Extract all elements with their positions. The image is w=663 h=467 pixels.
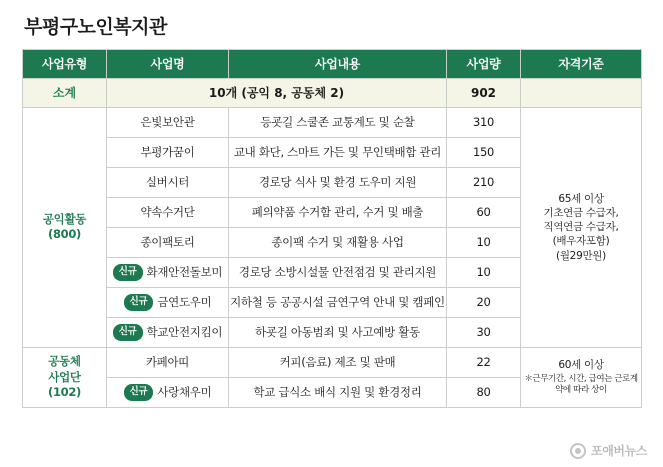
table-row [23, 347, 642, 377]
program-name: 화재안전돌보미 [146, 265, 223, 280]
qualification-line-2: 기초연금 수급자, [543, 207, 619, 220]
program-content: 커피(음료) 제조 및 판매 [229, 347, 447, 377]
column-header-name: 사업명 [107, 49, 229, 78]
program-name: 실버시터 [107, 167, 229, 197]
column-header-qualification: 자격기준 [521, 49, 642, 78]
watermark-text: 포애버뉴스 [591, 444, 647, 458]
program-name-cell [107, 377, 229, 407]
program-name-cell [107, 287, 229, 317]
qualification-line-3: 직역연금 수급자, [543, 221, 619, 234]
table-row [23, 107, 642, 137]
program-content: 학교 급식소 배식 지원 및 환경정리 [229, 377, 447, 407]
program-amount: 210 [447, 167, 521, 197]
program-amount: 60 [447, 197, 521, 227]
group-type-count: (800) [47, 227, 82, 242]
program-table [22, 49, 642, 408]
program-name: 약속수거단 [107, 197, 229, 227]
program-name-wrap [113, 324, 222, 341]
qualification-line-4: (배우자포함) [552, 235, 610, 248]
group-type-label: 공익활동 [42, 211, 87, 226]
program-name: 학교안전지킴이 [146, 325, 223, 340]
program-name: 카페아띠 [107, 347, 229, 377]
program-name-cell [107, 257, 229, 287]
table-header [23, 49, 642, 78]
subtotal-content: 10개 (공익 8, 공동체 2) [107, 78, 447, 107]
program-content: 지하철 등 공공시설 금연구역 안내 및 캠페인 [229, 287, 447, 317]
subtotal-label: 소계 [23, 78, 107, 107]
program-content: 경로당 식사 및 환경 도우미 지원 [229, 167, 447, 197]
program-amount: 310 [447, 107, 521, 137]
program-content: 교내 화단, 스마트 가든 및 무인택배함 관리 [229, 137, 447, 167]
group-type-public [23, 107, 107, 347]
program-name-cell [107, 317, 229, 347]
program-name-wrap [124, 294, 212, 311]
qualification-line-1: 60세 이상 [558, 358, 604, 371]
new-badge: 신규 [113, 324, 143, 341]
qualification-line-5: (월29만원) [556, 249, 606, 262]
program-amount: 20 [447, 287, 521, 317]
program-name-wrap [113, 264, 222, 281]
new-badge: 신규 [124, 294, 154, 311]
group-type-label-line1: 공동체 [48, 354, 81, 369]
group-type-label-line2: 사업단 [48, 369, 81, 384]
group-type-community [23, 347, 107, 407]
group-qualification-community [521, 347, 642, 407]
program-amount: 30 [447, 317, 521, 347]
program-content: 종이팩 수거 및 재활용 사업 [229, 227, 447, 257]
qualification-note: ＊근무기간, 시간, 급여는 근로계약에 따라 상이 [524, 373, 638, 396]
program-name: 은빛보안관 [107, 107, 229, 137]
program-name: 사랑채우미 [157, 385, 212, 400]
column-header-content: 사업내용 [229, 49, 447, 78]
program-amount: 10 [447, 227, 521, 257]
table-header-row [23, 49, 642, 78]
watermark [570, 442, 647, 459]
program-name: 금연도우미 [157, 295, 212, 310]
group-type-count: (102) [47, 385, 82, 400]
program-content: 폐의약품 수거함 관리, 수거 및 배출 [229, 197, 447, 227]
column-header-amount: 사업량 [447, 49, 521, 78]
new-badge: 신규 [113, 264, 143, 281]
program-content: 경로당 소방시설물 안전점검 및 관리지원 [229, 257, 447, 287]
program-amount: 80 [447, 377, 521, 407]
program-name: 부평가꿈이 [107, 137, 229, 167]
page-title: 부평구노인복지관 [24, 16, 167, 38]
table-body [23, 78, 642, 407]
subtotal-qualification-blank [521, 78, 642, 107]
program-content: 하굣길 아동범죄 및 사고예방 활동 [229, 317, 447, 347]
program-name-wrap [124, 384, 212, 401]
program-amount: 10 [447, 257, 521, 287]
qualification-line-1: 65세 이상 [558, 192, 604, 205]
program-amount: 22 [447, 347, 521, 377]
column-header-type: 사업유형 [23, 49, 107, 78]
new-badge: 신규 [124, 384, 154, 401]
program-name: 종이팩토리 [107, 227, 229, 257]
subtotal-row [23, 78, 642, 107]
program-content: 등굣길 스쿨존 교통계도 및 순찰 [229, 107, 447, 137]
group-qualification-public [521, 107, 642, 347]
program-amount: 150 [447, 137, 521, 167]
subtotal-amount: 902 [447, 78, 521, 107]
watermark-logo-icon [570, 443, 586, 459]
